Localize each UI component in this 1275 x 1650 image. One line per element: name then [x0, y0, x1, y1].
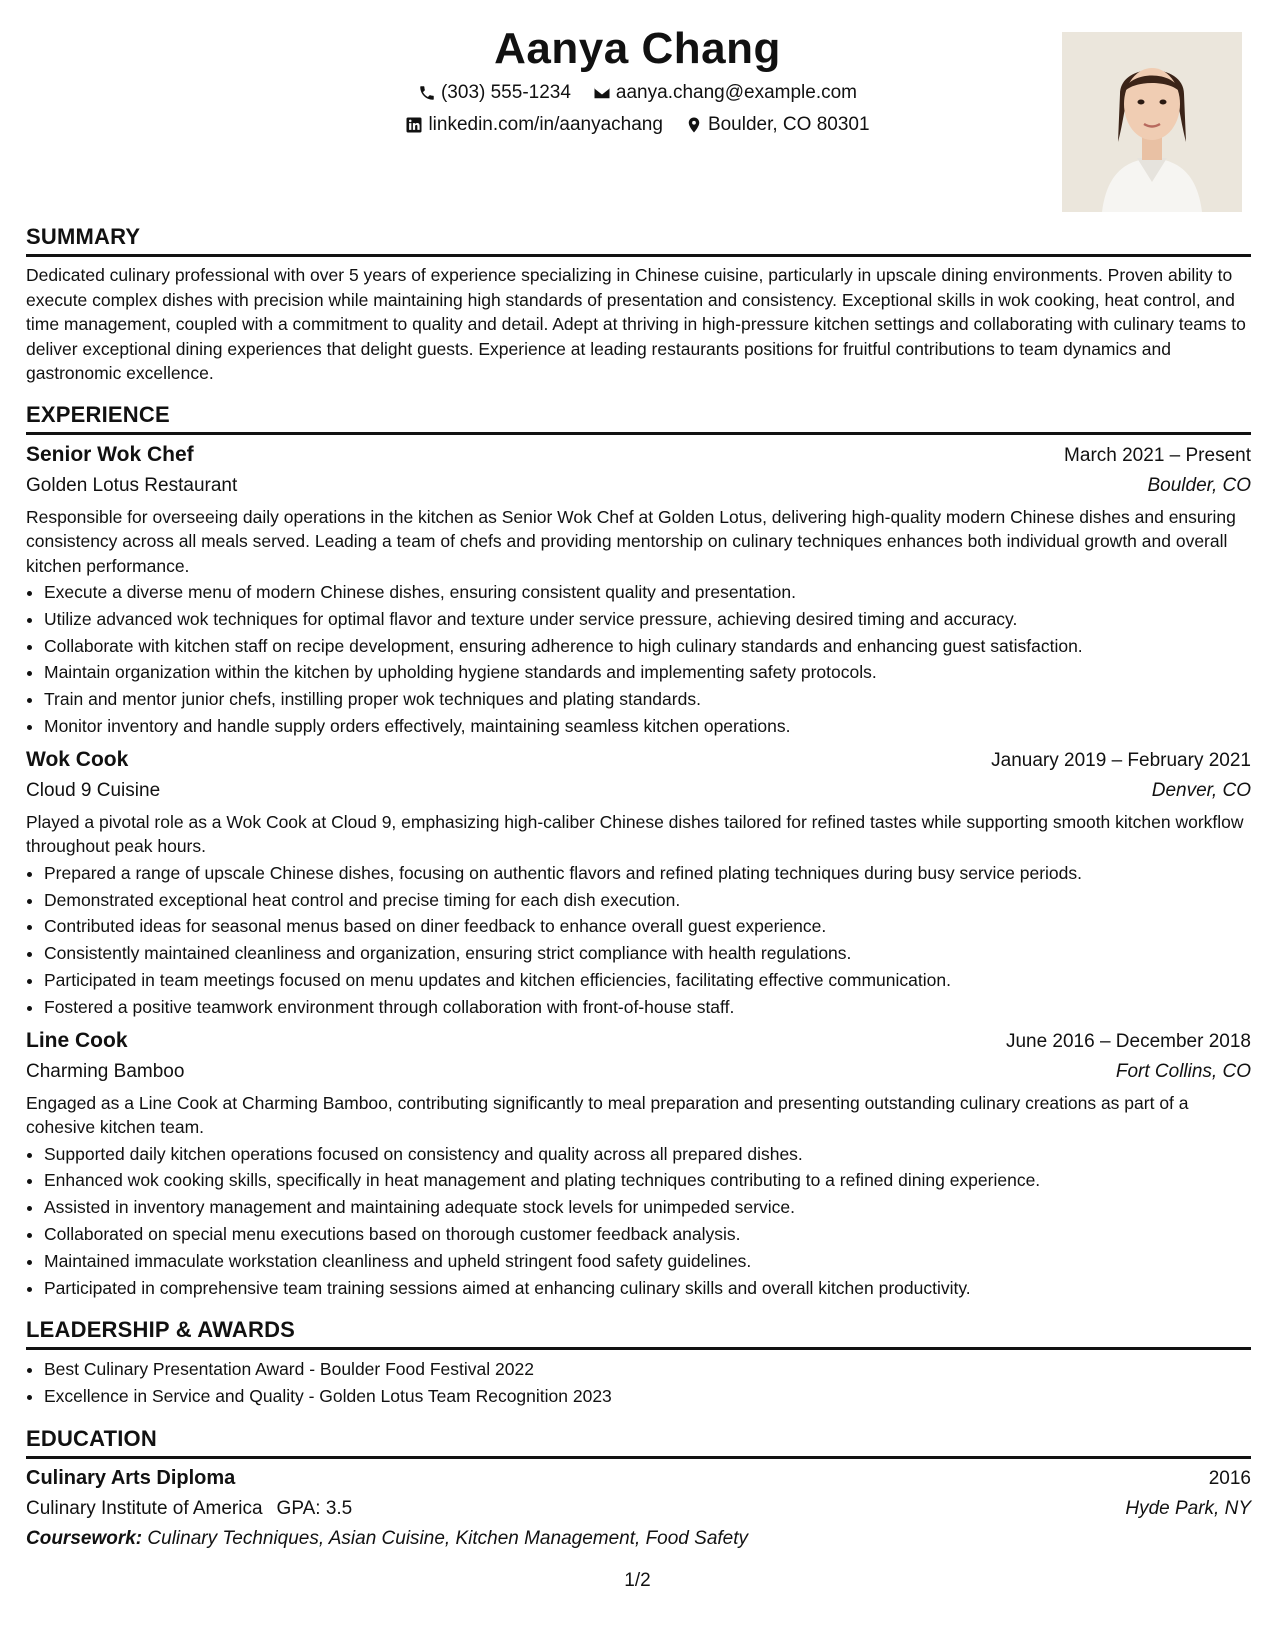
location-text: Boulder, CO 80301	[707, 114, 870, 135]
list-item: • Prepared a range of upscale Chinese dishes, focusing on authentic flavors and refined plating techniques during busy service periods.	[44, 860, 1251, 887]
email-contact[interactable]	[593, 82, 857, 104]
experience-section	[26, 402, 1251, 1302]
job-location: Fort Collins, CO	[1115, 1060, 1251, 1082]
awards-heading: LEADERSHIP & AWARDS	[26, 1317, 1251, 1350]
list-item: • Fostered a positive teamwork environment through collaboration with front-of-house staff.	[44, 994, 1251, 1021]
job-entry	[26, 1029, 1251, 1302]
location-contact	[685, 114, 870, 136]
school-line	[26, 1498, 352, 1520]
education-heading: EDUCATION	[26, 1426, 1251, 1459]
list-item: • Consistently maintained cleanliness and organization, ensuring strict compliance with health regulations.	[44, 940, 1251, 967]
job-title: Line Cook	[26, 1028, 128, 1052]
coursework-line	[26, 1528, 1251, 1550]
school-location: Hyde Park, NY	[1125, 1497, 1251, 1519]
list-item: • Monitor inventory and handle supply orders effectively, maintaining seamless kitchen operations.	[44, 713, 1251, 740]
job-description: Played a pivotal role as a Wok Cook at Cloud 9, emphasizing high-caliber Chinese dishes tailored for refined tastes while supporting smooth kitchen workflow throughout peak hours.	[26, 811, 1244, 857]
job-bullets	[26, 860, 1251, 1021]
summary-heading: SUMMARY	[26, 224, 1251, 257]
list-item: • Excellence in Service and Quality - Golden Lotus Team Recognition 2023	[44, 1383, 1251, 1410]
list-item: • Best Culinary Presentation Award - Boulder Food Festival 2022	[44, 1356, 1251, 1383]
education-section	[26, 1426, 1251, 1550]
phone-number: (303) 555-1234	[440, 82, 571, 103]
job-location: Denver, CO	[1151, 779, 1251, 801]
list-item: • Execute a diverse menu of modern Chinese dishes, ensuring consistent quality and presentation.	[44, 579, 1251, 606]
awards-section	[26, 1317, 1251, 1410]
coursework-label: Coursework:	[26, 1527, 143, 1549]
job-company: Golden Lotus Restaurant	[26, 474, 238, 496]
phone-icon	[418, 84, 436, 102]
envelope-icon	[593, 84, 611, 102]
list-item: • Maintained immaculate workstation cleanliness and upheld stringent food safety guidelines.	[44, 1248, 1251, 1275]
job-location: Boulder, CO	[1147, 474, 1251, 496]
map-pin-icon	[685, 116, 703, 134]
linkedin-icon	[405, 116, 423, 134]
linkedin-contact[interactable]	[405, 114, 663, 136]
list-item: • Utilize advanced wok techniques for optimal flavor and texture under service pressure, achieving desired timing and accuracy.	[44, 606, 1251, 633]
coursework-list: Culinary Techniques, Asian Cuisine, Kitchen Management, Food Safety	[147, 1527, 749, 1549]
email-address[interactable]: aanya.chang@example.com	[615, 82, 858, 103]
awards-list	[26, 1356, 1251, 1410]
linkedin-url[interactable]: linkedin.com/in/aanyachang	[428, 114, 663, 135]
resume-body	[26, 224, 1251, 1566]
graduation-year: 2016	[1208, 1467, 1251, 1489]
profile-photo	[1062, 32, 1242, 212]
job-title: Senior Wok Chef	[26, 442, 194, 466]
page-number: 1/2	[624, 1570, 651, 1591]
job-company: Cloud 9 Cuisine	[26, 779, 161, 801]
list-item: • Enhanced wok cooking skills, specifically in heat management and plating techniques contributing to a refined dining experience.	[44, 1167, 1251, 1194]
job-description: Engaged as a Line Cook at Charming Bamboo, contributing significantly to meal preparation and presenting outstanding culinary creations as part of a cohesive kitchen team.	[26, 1092, 1189, 1138]
list-item: • Supported daily kitchen operations focused on consistency and quality across all prepared dishes.	[44, 1141, 1251, 1168]
candidate-name: Aanya Chang	[494, 24, 781, 73]
list-item: • Assisted in inventory management and maintaining adequate stock levels for unimpeded service.	[44, 1194, 1251, 1221]
list-item: • Demonstrated exceptional heat control and precise timing for each dish execution.	[44, 887, 1251, 914]
summary-text: Dedicated culinary professional with over 5 years of experience specializing in Chinese cuisine, particularly in upscale dining environments. Proven ability to execute complex dishes with precision while maintaining high standards of presentation and consistency. Exceptional skills in wok cooking, heat control, and time management, coupled with a commitment to quality and detail. Adept at thriving in high-pressure kitchen settings and collaborating with culinary teams to deliver exceptional dining experiences that delight guests. Experience at leading restaurants positions for fruitful contributions to team dynamics and gastronomic excellence.	[26, 265, 1246, 383]
gpa: GPA: 3.5	[276, 1497, 353, 1519]
list-item: • Participated in comprehensive team training sessions aimed at enhancing culinary skills and overall kitchen productivity.	[44, 1275, 1251, 1302]
job-bullets	[26, 1141, 1251, 1302]
job-entry	[26, 748, 1251, 1021]
job-title: Wok Cook	[26, 747, 129, 771]
list-item: • Contributed ideas for seasonal menus based on diner feedback to enhance overall guest experience.	[44, 913, 1251, 940]
list-item: • Train and mentor junior chefs, instilling proper wok techniques and plating standards.	[44, 686, 1251, 713]
list-item: • Maintain organization within the kitchen by upholding hygiene standards and implementing safety protocols.	[44, 659, 1251, 686]
list-item: • Collaborated on special menu executions based on thorough customer feedback analysis.	[44, 1221, 1251, 1248]
job-entry	[26, 443, 1251, 740]
job-dates: June 2016 – December 2018	[1005, 1030, 1251, 1052]
phone-contact	[418, 82, 571, 104]
job-description: Responsible for overseeing daily operations in the kitchen as Senior Wok Chef at Golden Lotus, delivering high-quality modern Chinese dishes and ensuring consistency across all meals served. Leading a team of chefs and providing mentorship on culinary techniques enhances both individual growth and overall kitchen performance.	[26, 506, 1236, 576]
job-bullets	[26, 579, 1251, 740]
school-name: Culinary Institute of America	[26, 1497, 263, 1519]
job-dates: March 2021 – Present	[1064, 444, 1251, 466]
job-company: Charming Bamboo	[26, 1060, 185, 1082]
experience-heading: EXPERIENCE	[26, 402, 1251, 435]
summary-section	[26, 224, 1251, 386]
job-dates: January 2019 – February 2021	[991, 749, 1251, 771]
list-item: • Collaborate with kitchen staff on recipe development, ensuring adherence to high culinary standards and enhancing guest satisfaction.	[44, 633, 1251, 660]
degree: Culinary Arts Diploma	[26, 1466, 236, 1489]
list-item: • Participated in team meetings focused on menu updates and kitchen efficiencies, facilitating effective communication.	[44, 967, 1251, 994]
